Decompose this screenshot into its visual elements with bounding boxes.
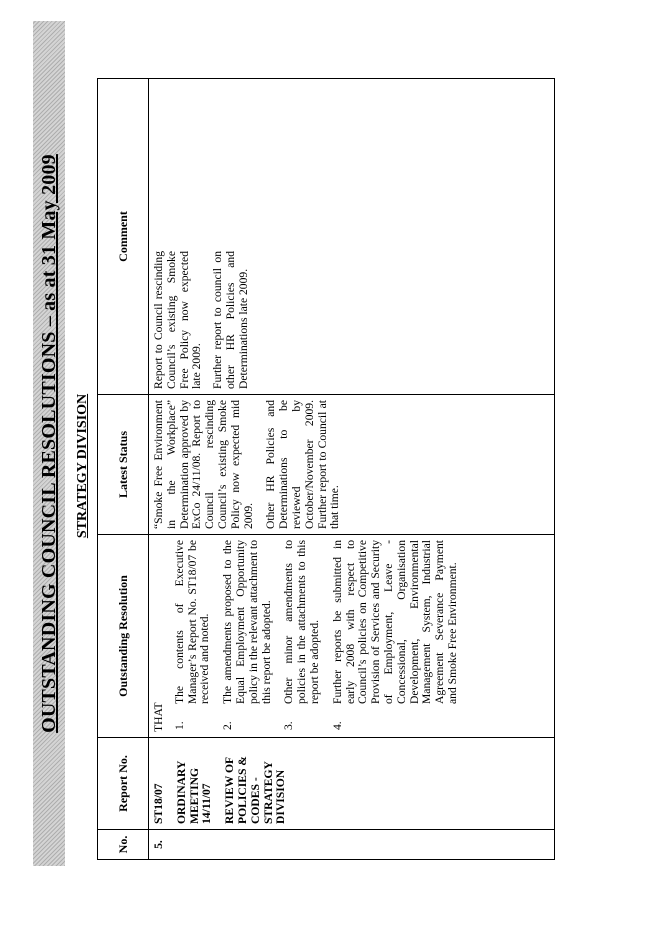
resolution-text: The contents of Executive Manager’s Report No. ST18/07 be received and noted.	[172, 540, 212, 704]
comment-paragraph: Report to Council rescinding Council’s existing Smoke Free Policy now expected late 2009.	[152, 251, 204, 389]
page-title: OUTSTANDING COUNCIL RESOLUTIONS – as at 31 May 2009	[37, 154, 60, 733]
resolutions-table	[97, 78, 555, 860]
resolution-text: The amendments proposed to the Equal Employment Opportunity policy in the relevant attachment to this report be adopted.	[221, 540, 273, 704]
page-title-banner	[33, 21, 65, 866]
resolution-number: 1.	[172, 721, 186, 730]
resolution-intro: THAT	[152, 702, 165, 732]
status-paragraph: Other HR Policies and Determinations to be reviewed by October/November 2009. Further report to Council at that time.	[264, 400, 342, 529]
table-row	[149, 79, 555, 860]
resolution-number: 4.	[330, 721, 344, 730]
column-header-no: No.	[98, 830, 149, 860]
resolution-cell	[149, 535, 555, 738]
meeting-reference: ORDINARY MEETING 14/11/07	[174, 761, 214, 824]
column-header-resolution: Outstanding Resolution	[98, 535, 149, 738]
resolution-text: Other minor amendments to policies in the attachments to this report be adopted.	[282, 540, 321, 704]
list-item	[283, 540, 321, 732]
list-item	[174, 540, 212, 732]
table-header-row	[98, 79, 149, 860]
column-header-status: Latest Status	[98, 395, 149, 535]
resolution-list	[174, 540, 460, 732]
report-number: ST18/07	[152, 783, 165, 824]
resolution-number: 3.	[282, 721, 296, 730]
column-header-report: Report No.	[98, 738, 149, 830]
report-subject: REVIEW OF POLICIES & CODES - STRATEGY DIVISION	[223, 756, 288, 824]
resolution-number: 2.	[221, 721, 235, 730]
comment-cell	[149, 79, 555, 395]
comment-paragraph: Further report to council on other HR Policies and Determinations late 2009.	[211, 251, 250, 389]
status-paragraph: “Smoke Free Environment in the Workplace” Determination approved by ExCo 24/11/08. Report to Council rescinding Council’s existing Smoke Policy now expected mid 2009.	[152, 400, 255, 529]
division-heading: STRATEGY DIVISION	[75, 393, 90, 539]
list-item	[222, 540, 273, 732]
report-cell	[149, 738, 555, 830]
resolution-text: Further reports be submitted in early 2008 with respect to Council’s policies on Competitive Provision of Services and Security of Employment, Leave - Concessional, Organisation Development, Environmental Management System, Industrial Agreement Severance Payment and Smoke Free Environment.	[330, 540, 459, 704]
item-number: 5.	[149, 830, 555, 860]
list-item	[332, 540, 460, 732]
column-header-comment: Comment	[98, 79, 149, 395]
status-cell	[149, 395, 555, 535]
